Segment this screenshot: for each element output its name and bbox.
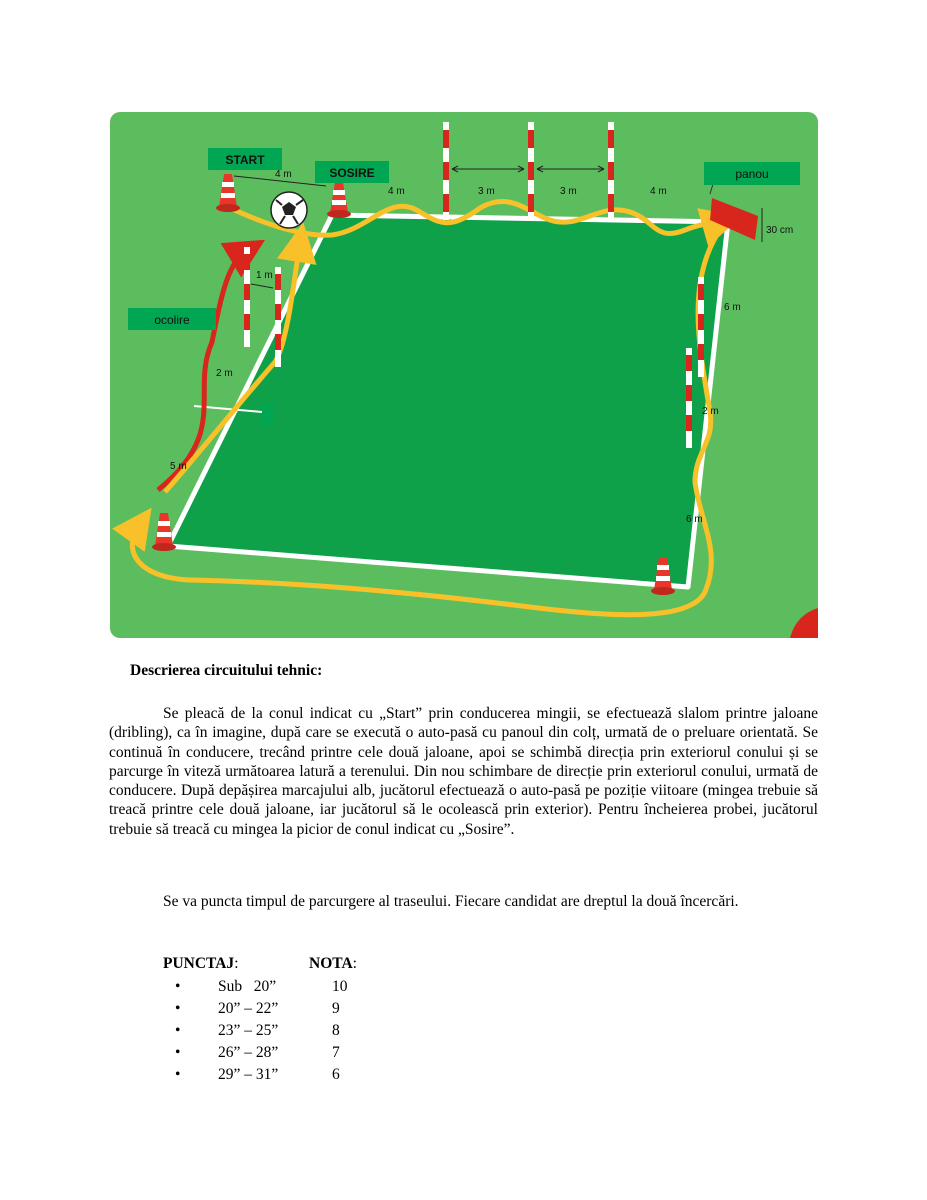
- score-row: [175, 1064, 375, 1086]
- score-grade: 6: [332, 1066, 340, 1083]
- score-grade: 8: [332, 1022, 340, 1039]
- dist-right-2m: 2 m: [702, 406, 719, 417]
- dist-sosire-gate1: 4 m: [388, 186, 405, 197]
- dist-gate2-gate3: 3 m: [560, 186, 577, 197]
- section-heading: Descrierea circuitului tehnic:: [130, 662, 323, 679]
- nota-header: [309, 955, 357, 973]
- score-row: [175, 976, 375, 998]
- pole-left-1: [244, 247, 250, 347]
- score-range: 23” – 25”: [218, 1022, 279, 1039]
- dist-right-6m-bottom: 6 m: [686, 514, 703, 525]
- ocolire-label: ocolire: [154, 313, 190, 327]
- punctaj-header: [163, 955, 239, 973]
- bullet: •: [175, 978, 181, 995]
- pole-left-2: [275, 267, 281, 367]
- score-grade: 7: [332, 1044, 340, 1061]
- bullet: •: [175, 1000, 181, 1017]
- pole-top-3: [608, 122, 614, 220]
- pole-top-2: [528, 122, 534, 220]
- dist-slalom-gap: 1 m: [256, 270, 273, 281]
- score-row: [175, 1042, 375, 1064]
- green-marker: [262, 403, 274, 425]
- score-range: Sub 20”: [218, 978, 277, 995]
- dist-start-sosire: 4 m: [275, 169, 292, 180]
- score-grade: 9: [332, 1000, 340, 1017]
- dist-left-5m: 5 m: [170, 461, 187, 472]
- score-range: 20” – 22”: [218, 1000, 279, 1017]
- score-row: [175, 1020, 375, 1042]
- score-grade: 10: [332, 978, 348, 995]
- description-paragraph: Se pleacă de la conul indicat cu „Start” prin conducerea mingii, se efectuează slalom printre jaloane (dribling), ca în imagine, după care se execută o auto-pasă cu panoul din colț, urmată de o preluare orientată. Se continuă în conducere, trecând printre cele două jaloane, apoi se schimbă direcția prin exteriorul conului și se parcurge în viteză următoarea latură a terenului. Din nou schimbare de direcție prin exteriorul conului, urmată de conducere. După depășirea marcajului alb, jucătorul efectuează o auto-pasă pe poziție viitoare (mingea trebuie să treacă printre cele două jaloane, iar jucătorul să le ocolească prin exterior). Pentru încheierea probei, jucătorul trebuie să treacă cu mingea la picior de conul indicat cu „Sosire”.: [109, 705, 818, 838]
- start-label: START: [225, 153, 265, 167]
- nota-header-label: NOTA: [309, 955, 353, 972]
- dist-right-6m-top: 6 m: [724, 302, 741, 313]
- sosire-label: SOSIRE: [329, 166, 375, 180]
- dist-gate1-gate2: 3 m: [478, 186, 495, 197]
- technical-circuit-diagram: [110, 112, 818, 638]
- bullet: •: [175, 1022, 181, 1039]
- dist-panou-height: 30 cm: [766, 225, 794, 236]
- panou-label: panou: [735, 167, 769, 181]
- pole-right-2: [686, 348, 692, 448]
- punctaj-header-label: PUNCTAJ: [163, 955, 235, 972]
- score-list: [175, 976, 375, 1086]
- bullet: •: [175, 1066, 181, 1083]
- dist-left-2m: 2 m: [216, 368, 233, 379]
- pole-top-1: [443, 122, 449, 220]
- nota-colon: :: [352, 955, 357, 972]
- score-range: 26” – 28”: [218, 1044, 279, 1061]
- soccer-ball-icon: [271, 192, 307, 228]
- timing-paragraph: Se va puncta timpul de parcurgere al traseului. Fiecare candidat are dreptul la două încercări.: [163, 893, 739, 910]
- bullet: •: [175, 1044, 181, 1061]
- dist-gate3-panou: 4 m: [650, 186, 667, 197]
- pole-right-1: [698, 277, 704, 377]
- score-row: [175, 998, 375, 1020]
- score-range: 29” – 31”: [218, 1066, 279, 1083]
- punctaj-colon: :: [234, 955, 239, 972]
